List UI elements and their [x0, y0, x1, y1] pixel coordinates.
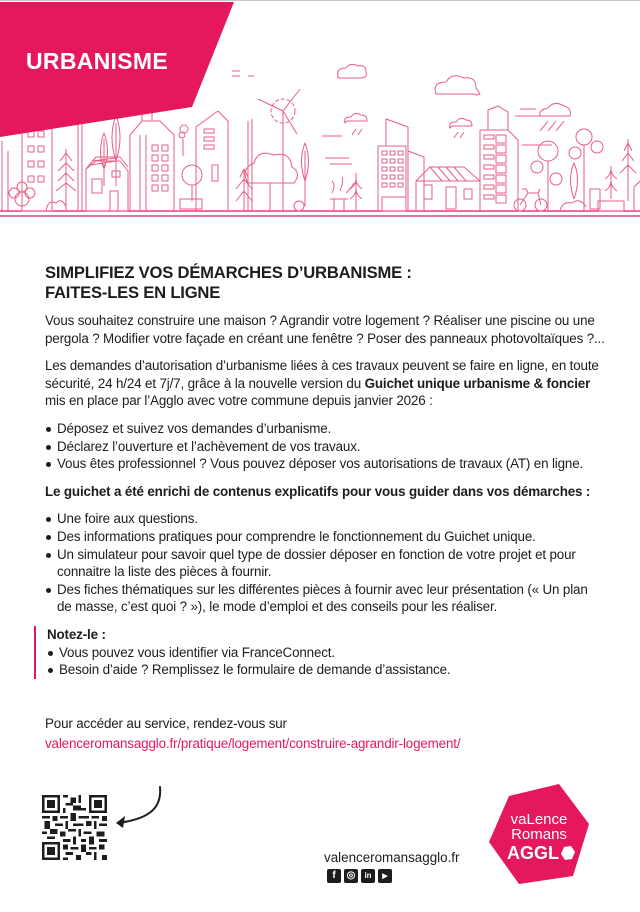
headline-line-1: SIMPLIFIEZ VOS DÉMARCHES D’URBANISME : — [45, 263, 412, 282]
note-title: Notez-le : — [47, 626, 106, 642]
contents-list — [45, 510, 605, 616]
guichet-name: Guichet unique urbanisme & foncier — [364, 375, 591, 391]
guide-subheading: Le guichet a été enrichi de contenus explicatifs pour vous guider dans vos démarches : — [45, 483, 591, 499]
header — [0, 1, 640, 226]
list-item: Des fiches thématiques sur les différentes pièces à fournir avec leur présentation (« Un plan de masse, c’est quoi ? »), le mode d’emploi et des conseils pour les réaliser. — [45, 581, 605, 616]
youtube-icon[interactable]: ▶ — [378, 869, 392, 883]
website-text: valenceromansagglo.fr — [324, 850, 460, 865]
logo-line-1: vaLence — [510, 811, 568, 828]
service-paragraph-end: mis en place par l’Agglo avec votre commune depuis janvier 2026 : — [45, 393, 433, 409]
social-links — [327, 869, 392, 883]
headline-line-2: FAITES-LES EN LIGNE — [45, 283, 221, 302]
note-list — [47, 644, 605, 679]
features-list — [45, 420, 605, 473]
list-item: Une foire aux questions. — [45, 510, 605, 528]
service-paragraph-start: Les demandes d’autorisation d’urbanisme liées à ces travaux peuvent se faire en ligne, en toute sécurité, 24 h/24 et 7j/7, grâce à la nouvelle version du — [45, 358, 599, 391]
note-box — [34, 626, 605, 679]
headline — [45, 263, 605, 303]
valence-romans-agglo-logo — [487, 784, 591, 884]
service-url-link[interactable]: valenceromansagglo.fr/pratique/logement/construire-agrandir-logement/ — [45, 736, 461, 752]
service-paragraph — [45, 357, 605, 410]
main-content — [45, 263, 605, 753]
curved-arrow-icon — [112, 783, 172, 833]
facebook-icon[interactable]: f — [327, 869, 341, 883]
list-item: Déclarez l’ouverture et l’achèvement de vos travaux. — [45, 438, 605, 456]
logo-line-2: Romans — [511, 826, 567, 843]
list-item: Des informations pratiques pour comprendre le fonctionnement du Guichet unique. — [45, 528, 605, 546]
instagram-icon[interactable]: ◎ — [344, 869, 358, 883]
section-title: URBANISME — [26, 48, 168, 74]
list-item: Besoin d’aide ? Remplissez le formulaire de demande d’assistance. — [47, 661, 605, 679]
list-item: Vous pouvez vous identifier via FranceConnect. — [47, 644, 605, 662]
list-item: Un simulateur pour savoir quel type de dossier déposer en fonction de votre projet et pour connaitre la liste des pièces à fournir. — [45, 546, 605, 581]
list-item: Vous êtes professionnel ? Vous pouvez déposer vos autorisations de travaux (AT) en ligne. — [45, 455, 605, 473]
qr-code[interactable] — [42, 795, 107, 860]
intro-paragraph: Vous souhaitez construire une maison ? Agrandir votre logement ? Réaliser une piscine ou une pergola ? Modifier votre façade en créant une fenêtre ? Poser des panneaux photovoltaïques ?... — [45, 313, 605, 346]
access-label: Pour accéder au service, rendez-vous sur — [45, 715, 287, 731]
logo-line-3: AGGL — [507, 843, 559, 863]
list-item: Déposez et suivez vos demandes d’urbanisme. — [45, 420, 605, 438]
linkedin-icon[interactable]: in — [361, 869, 375, 883]
